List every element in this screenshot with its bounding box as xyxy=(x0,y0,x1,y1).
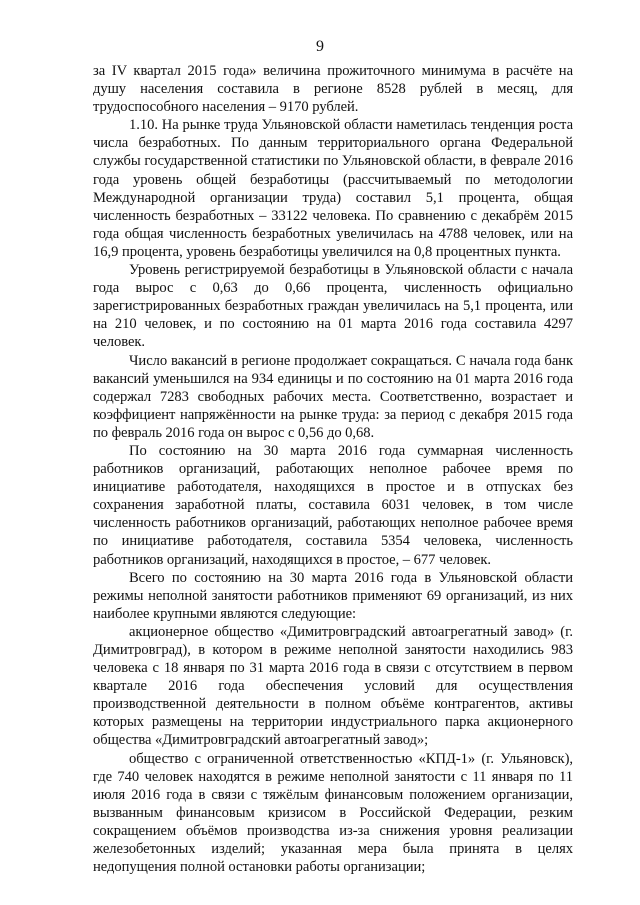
paragraph-labor-market: 1.10. На рынке труда Ульяновской области наметилась тенденция роста числа безработных. По данным территориального органа Федеральной службы государственной статистики по Ульяновской области, в феврале 2016 года уровень общей безработицы (рассчитываемый по методологии Международной организации труда) составил 5,1 процента, общая численность безработных – 33122 человека. По сравнению с декабрём 2015 года общая численность безработных увеличилась на 4788 человек, или на 16,9 процента, уровень безработицы увеличился на 0,8 процентных пункта. xyxy=(93,117,573,260)
paragraph-vacancies: Число вакансий в регионе продолжает сокращаться. С начала года банк вакансий уменьшился на 934 единицы и по состоянию на 01 марта 2016 года содержал 7283 свободных рабочих места. Соответственно, возрастает и коэффициент напряжённости на рынке труда: за период с декабря 2015 года по февраль 2016 года он вырос с 0,56 до 0,68. xyxy=(93,352,573,441)
paragraph-list-item-kpd1: общество с ограниченной ответственностью «КПД-1» (г. Ульяновск), где 740 человек находятся в режиме неполной занятости с 11 января по 11 июля 2016 года в связи с тяжёлым финансовым положением организации, вызванным финансовым кризисом в Российской Федерации, резким сокращением объёмов производства из-за снижения уровня реализации железобетонных изделий; указанная мера была принята в целях недопущения полной остановки работы организации; xyxy=(93,750,573,876)
paragraph-list-item-daaz: акционерное общество «Димитровградский автоагрегатный завод» (г. Димитровград), в котором в режиме неполной занятости находились 983 человека с 18 января по 31 марта 2016 года в связи с отсутствием в первом квартале 2016 года обеспечения условий для осуществления производственной деятельности в полном объёме контрагентов, активы которых размещены на территории индустриального парка акционерного общества «Димитровградский автоагрегатный завод»; xyxy=(93,623,573,749)
text-body xyxy=(93,62,573,876)
page-number: 9 xyxy=(316,38,324,55)
paragraph-part-time-workers: По состоянию на 30 марта 2016 года суммарная численность работников организаций, работающих неполное рабочее время по инициативе работодателя, находящихся в простое и в отпусках без сохранения заработной платы, составила 6031 человек, в том числе численность работников организаций, работающих неполное рабочее время по инициативе работодателя, составила 5354 человека, численность работников организаций, находящихся в простое, – 677 человек. xyxy=(93,442,573,568)
paragraph-registered-unemployment: Уровень регистрируемой безработицы в Ульяновской области с начала года вырос с 0,63 до 0,66 процента, численность официально зарегистрированных безработных граждан увеличилась на 5,1 процента, или на 210 человек, и по состоянию на 01 марта 2016 года составила 4297 человек. xyxy=(93,262,573,351)
paragraph-organizations-count: Всего по состоянию на 30 марта 2016 года в Ульяновской области режимы неполной занятости работников применяют 69 организаций, из них наиболее крупными являются следующие: xyxy=(93,569,573,622)
paragraph-continuation: за IV квартал 2015 года» величина прожиточного минимума в расчёте на душу населения составила в регионе 8528 рублей в месяц, для трудоспособного населения – 9170 рублей. xyxy=(93,63,573,116)
